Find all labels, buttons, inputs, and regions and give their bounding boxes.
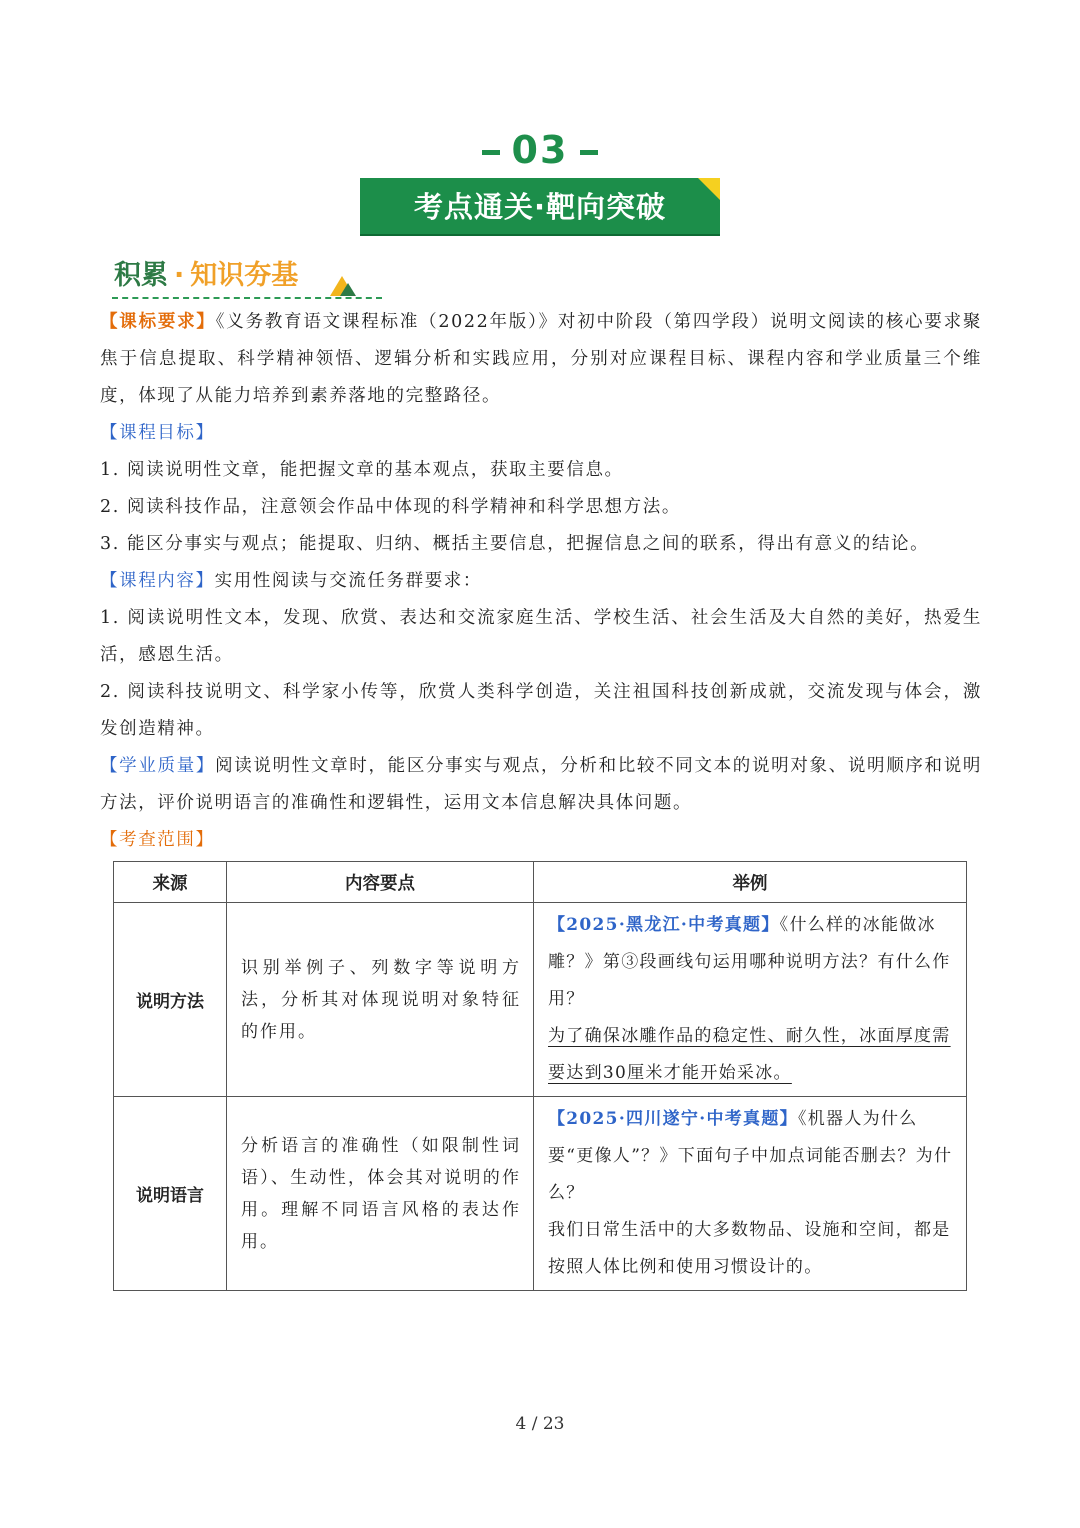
row-points: 分析语言的准确性（如限制性词语）、生动性，体会其对说明的作用。理解不同语言风格的表达作用。 [227,1097,534,1291]
row-example [534,903,967,1097]
row-source: 说明语言 [114,1097,227,1291]
table-header: 内容要点 [227,862,534,903]
example-question: 《机器人为什么要“更像人”？》下面句子中加点词能否删去？为什么？ [548,1109,953,1203]
goal-item: 2. 阅读科技作品，注意领会作品中体现的科学精神和科学思想方法。 [100,497,681,517]
table-header: 举例 [534,862,967,903]
row-source: 说明方法 [114,903,227,1097]
content-paragraph: 【课程内容】实用性阅读与交流任务群要求： [100,571,483,591]
goal-item: 3. 能区分事实与观点；能提取、归纳、概括主要信息，把握信息之间的联系，得出有意义的结论。 [100,534,930,554]
table-header-row [114,862,967,903]
example-source: 【2025·黑龙江·中考真题】 [548,915,780,935]
accumulation-heading [114,253,298,292]
table-row [114,1097,967,1291]
standard-paragraph: 【课标要求】《义务教育语文课程标准（2022年版）》对初中阶段（第四学段）说明文阅读的核心要求聚焦于信息提取、科学精神领悟、逻辑分析和实践应用，分别对应课程目标、课程内容和学业质量三个维度，体现了从能力培养到素养落地的完整路径。 [100,312,982,406]
content-item: 2. 阅读科技说明文、科学家小传等，欣赏人类科学创造，关注祖国科技创新成就，交流发现与体会，激发创造精神。 [100,682,982,739]
example-source: 【2025·四川遂宁·中考真题】 [548,1109,798,1129]
example-quote: 为了确保冰雕作品的稳定性、耐久性，冰面厚度需要达到30厘米才能开始采冰。 [548,1026,951,1083]
content-item: 1. 阅读说明性文本，发现、欣赏、表达和交流家庭生活、学校生活、社会生活及大自然的美好，热爱生活，感恩生活。 [100,608,982,665]
exam-scope-table [113,861,967,1291]
page-number: 4 / 23 [515,1414,565,1434]
banner-corner-decoration [698,178,720,200]
quality-paragraph: 【学业质量】阅读说明性文章时，能区分事实与观点，分析和比较不同文本的说明对象、说明顺序和说明方法，评价说明语言的准确性和逻辑性，运用文本信息解决具体问题。 [100,756,982,813]
section-banner [360,178,720,234]
table-header: 来源 [114,862,227,903]
heading-sep: · [174,260,185,291]
mountain-small-icon [340,283,356,296]
section-number: 03 [0,128,1080,172]
example-question: 《什么样的冰能做冰雕？》第③段画线句运用哪种说明方法？有什么作用？ [548,915,951,1009]
heading-underline [112,297,382,299]
body-text [100,304,982,859]
goals-tag: 【课程目标】 [100,423,215,443]
scope-tag: 【考查范围】 [100,830,215,850]
banner-title: 考点通关·靶向突破 [413,190,667,224]
goal-item: 1. 阅读说明性文章，能把握文章的基本观点，获取主要信息。 [100,460,624,480]
row-points: 识别举例子、列数字等说明方法，分析其对体现说明对象特征的作用。 [227,903,534,1097]
row-example [534,1097,967,1291]
table-row [114,903,967,1097]
heading-part2: 知识夯基 [190,260,299,291]
heading-part1: 积累 [114,260,168,291]
example-quote: 我们日常生活中的大多数物品、设施和空间，都是按照人体比例和使用习惯设计的。 [548,1220,951,1277]
